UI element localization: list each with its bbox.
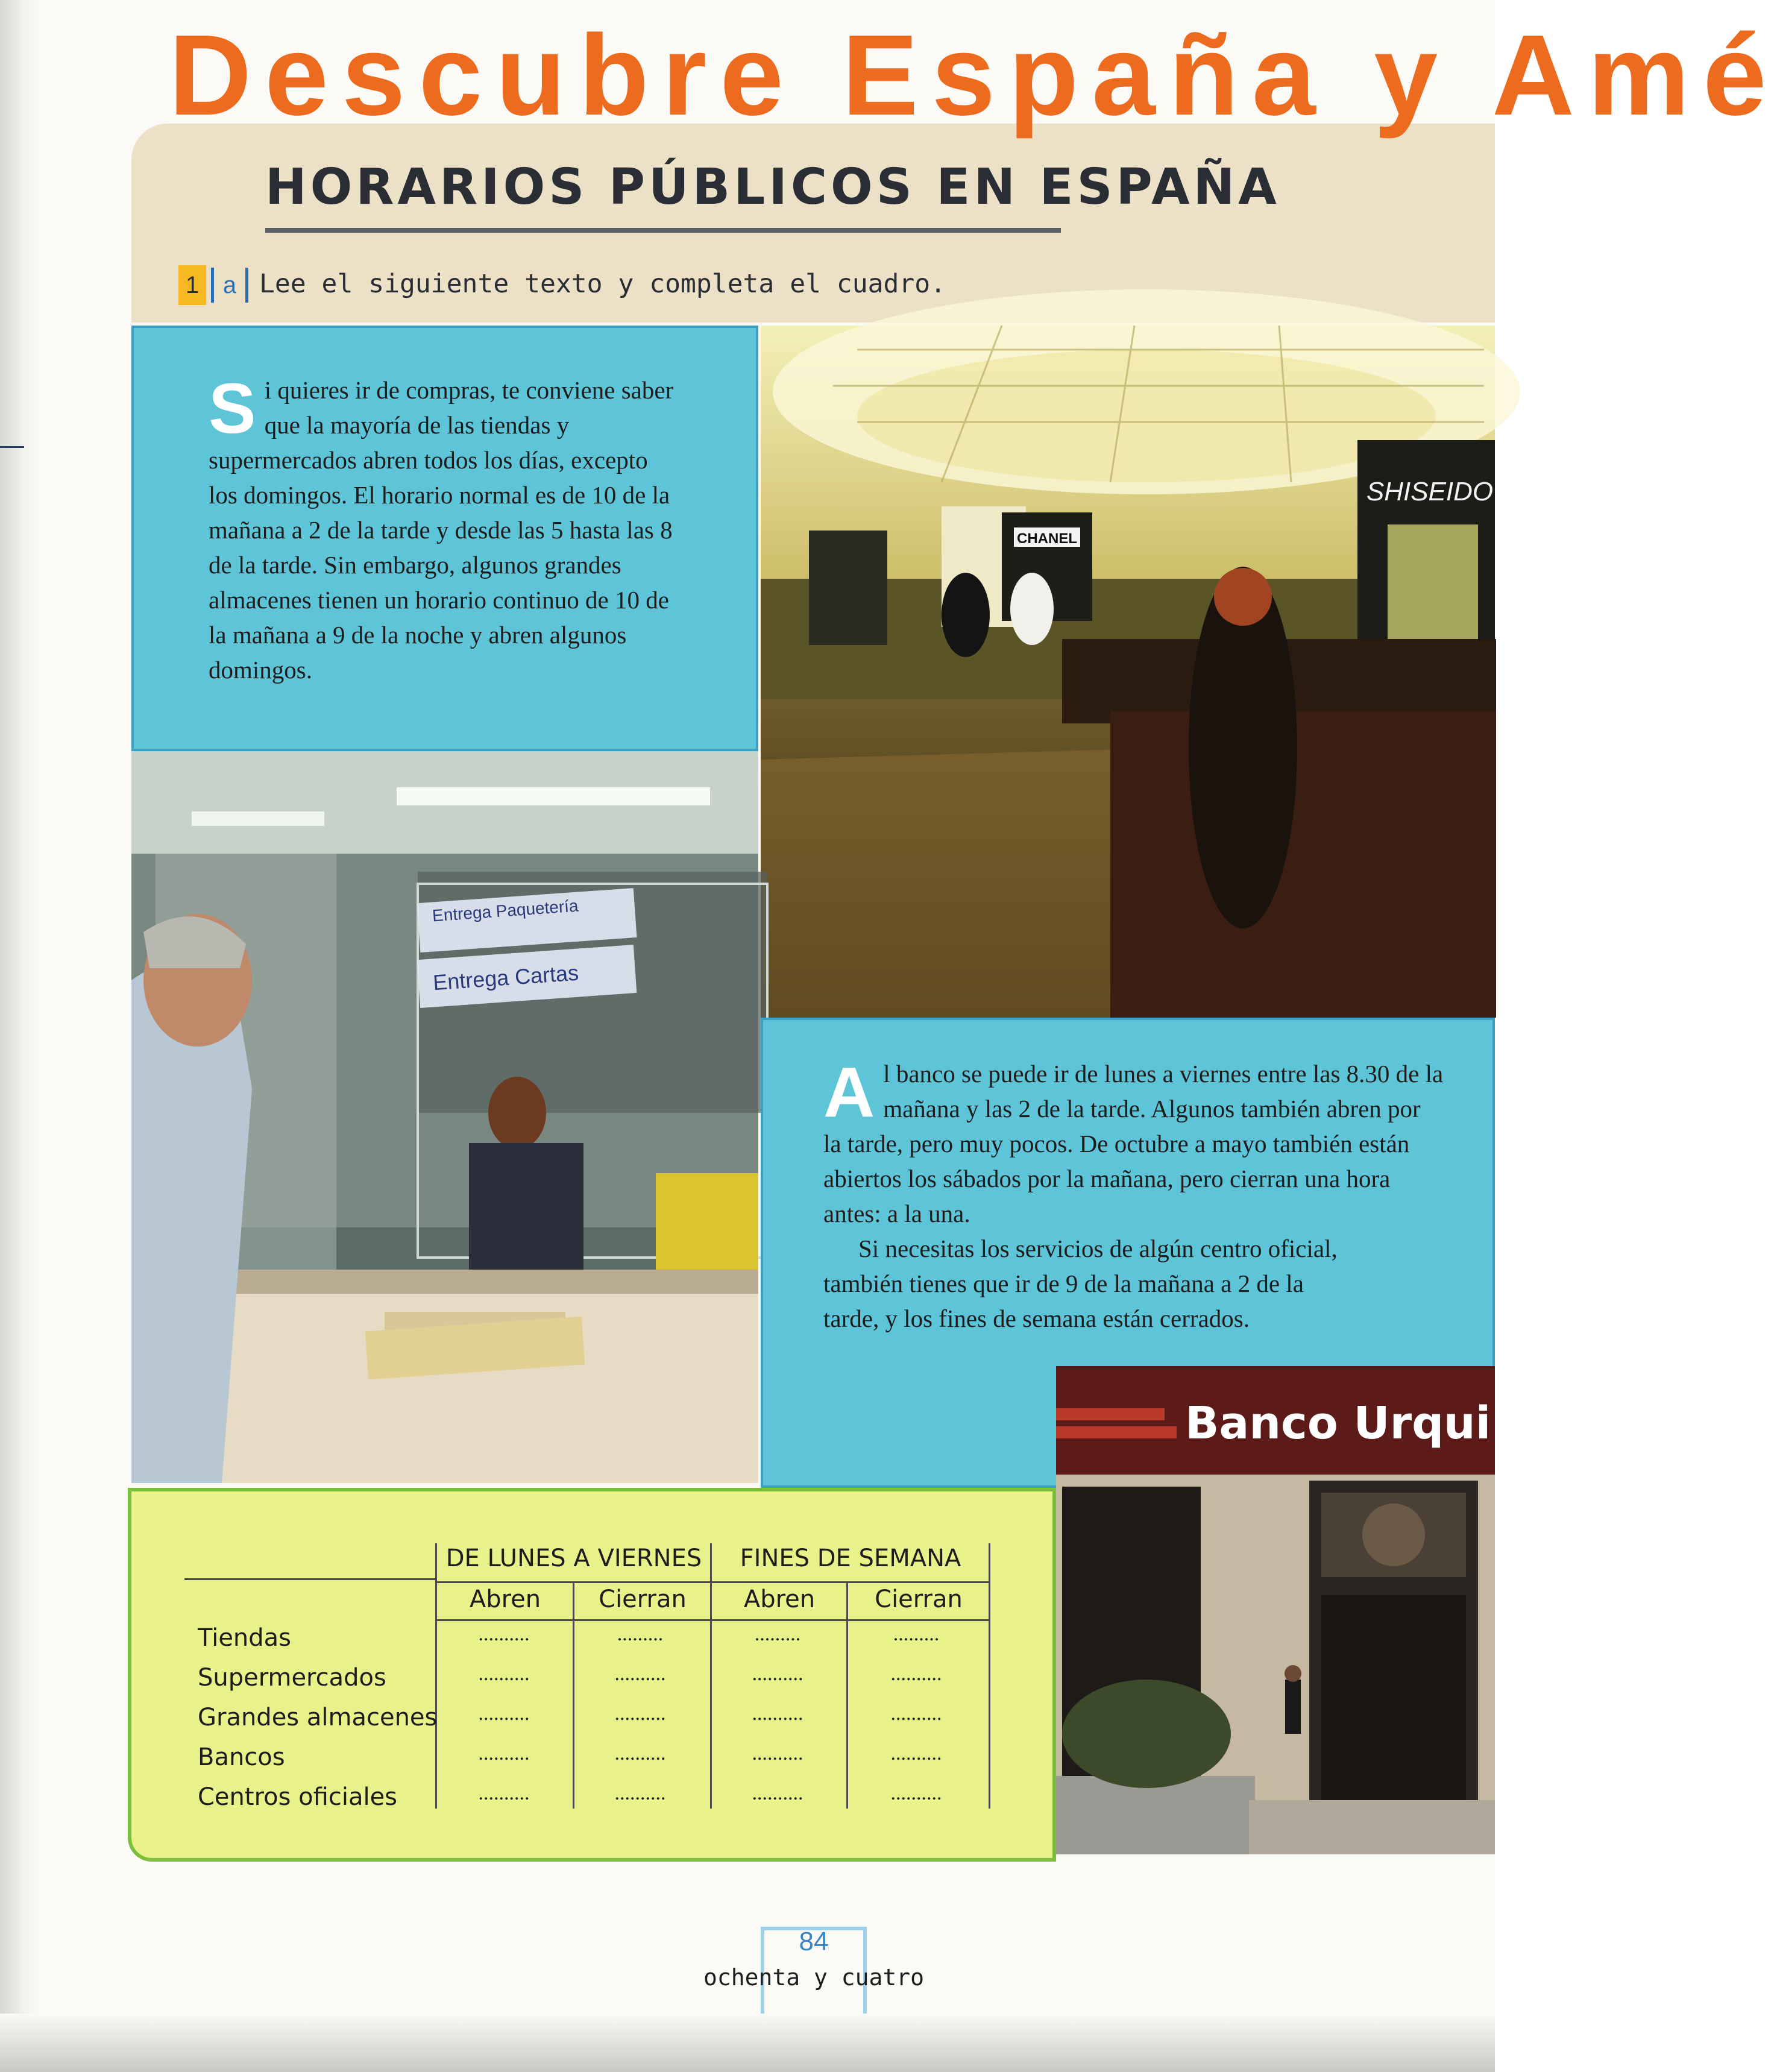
official-centers-text: Si necesitas los servicios de algún centro oficial, también tienes que ir de 9 de la mañana a 2 de la tarde, y los fines de semana están cerrados. (823, 1235, 1338, 1332)
blank-cell[interactable]: .......... (890, 1663, 942, 1685)
page-number: 84 (799, 1927, 829, 1956)
bank-sign: Banco Urqui (1185, 1397, 1491, 1449)
table-divider (184, 1578, 435, 1580)
chanel-sign: CHANEL (1017, 531, 1077, 547)
table-divider (710, 1543, 712, 1809)
spine-mark (0, 446, 24, 448)
blank-cell[interactable]: .......... (752, 1782, 804, 1804)
blank-cell[interactable]: ......... (754, 1623, 801, 1645)
table-divider (435, 1619, 990, 1621)
sign-cartas: Entrega Cartas (432, 960, 580, 995)
page-bottom-edge (0, 2014, 1495, 2072)
blank-cell[interactable]: .......... (614, 1663, 666, 1685)
blank-cell[interactable]: .......... (614, 1742, 666, 1765)
sign-paqueteria: Entrega Paquetería (432, 896, 579, 925)
header-close: Cierran (599, 1585, 687, 1613)
blank-cell[interactable]: .......... (478, 1782, 530, 1804)
header-close: Cierran (875, 1585, 963, 1613)
blank-cell[interactable]: .......... (890, 1742, 942, 1765)
blank-cell[interactable]: ......... (893, 1623, 940, 1645)
header-weekends: FINES DE SEMANA (740, 1545, 961, 1572)
blank-cell[interactable]: .......... (752, 1663, 804, 1685)
header-weekdays: DE LUNES A VIERNES (445, 1545, 702, 1572)
dropcap-a: A (823, 1053, 875, 1132)
blank-cell[interactable]: ......... (617, 1623, 664, 1645)
blank-cell[interactable]: .......... (890, 1782, 942, 1804)
page-number-words: ochenta y cuatro (703, 1964, 925, 1991)
bank-photo (1056, 1366, 1495, 1854)
page-title: Descubre España y Amé (169, 11, 1780, 139)
header-open: Abren (743, 1585, 816, 1613)
blank-cell[interactable]: .......... (478, 1623, 530, 1645)
shops-body-text: i quieres ir de compras, te conviene saber que la mayoría de las tiendas y supermercados abren todos los días, excepto los domingos. El horario normal es de 10 de la mañana a 2 de la tarde y desde las 5 hasta las 8 de la tarde. Sin embargo, algunos grandes almacenes tienen un horario continuo de 10 de la mañana a 9 de la noche y abren algunos domingos. (209, 376, 674, 684)
blank-cell[interactable]: .......... (478, 1663, 530, 1685)
blank-cell[interactable]: .......... (752, 1702, 804, 1725)
row-label-centros-oficiales: Centros oficiales (198, 1783, 398, 1811)
header-open: Abren (469, 1585, 541, 1613)
row-label-grandes-almacenes: Grandes almacenes (198, 1704, 438, 1731)
page-spine (0, 0, 42, 2072)
exercise-instruction: Lee el siguiente texto y completa el cuadro. (259, 269, 946, 299)
section-title: HORARIOS PÚBLICOS EN ESPAÑA (265, 159, 1280, 216)
shiseido-sign: SHISEIDO (1366, 477, 1494, 506)
blank-cell[interactable]: .......... (752, 1742, 804, 1765)
bank-paragraph (823, 1053, 1444, 1336)
dropcap-s: S (209, 369, 256, 449)
exercise-letter: a (211, 268, 248, 303)
table-divider (989, 1543, 990, 1809)
blank-cell[interactable]: .......... (890, 1702, 942, 1725)
bank-body-text: l banco se puede ir de lunes a viernes entre las 8.30 de la mañana y las 2 de la tarde. Algunos también abren por la tarde, pero muy pocos. De octubre a mayo también están abiertos los sábados por la mañana, pero cierran una hora antes: a la una. (823, 1060, 1444, 1227)
section-underline (265, 228, 1061, 233)
blank-cell[interactable]: .......... (614, 1702, 666, 1725)
table-divider (435, 1581, 990, 1583)
row-label-supermercados: Supermercados (198, 1664, 386, 1692)
post-office-photo (131, 751, 758, 1483)
table-divider (573, 1583, 574, 1809)
table-divider (435, 1543, 437, 1809)
table-divider (846, 1583, 848, 1809)
exercise-number: 1 (178, 265, 206, 305)
department-store-photo (761, 326, 1495, 1018)
blank-cell[interactable]: .......... (478, 1702, 530, 1725)
row-label-bancos: Bancos (198, 1743, 285, 1771)
shops-paragraph (209, 369, 679, 687)
blank-cell[interactable]: .......... (614, 1782, 666, 1804)
row-label-tiendas: Tiendas (198, 1624, 292, 1652)
blank-cell[interactable]: .......... (478, 1742, 530, 1765)
